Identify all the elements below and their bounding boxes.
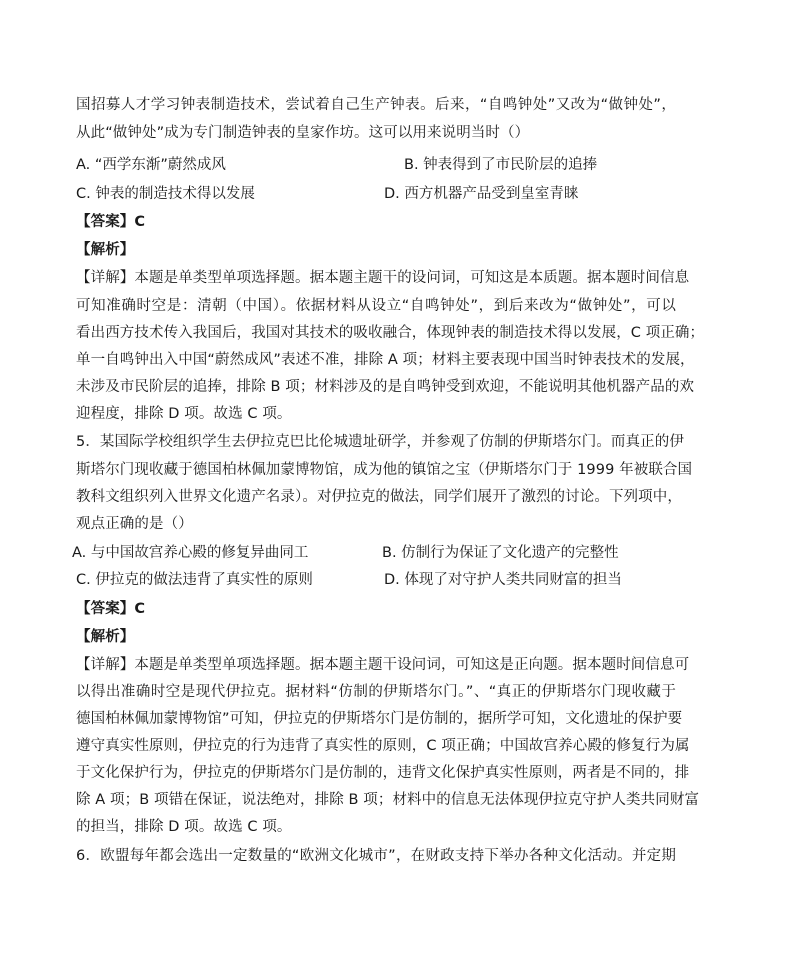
q4-detail-line-3: 看出西方技术传入我国后，我国对其技术的吸收融合，体现钟表的制造技术得以发展，C 项正确； — [76, 325, 705, 341]
q4-detail-line-5: 未涉及市民阶层的追捧，排除 B 项；材料涉及的是自鸣钟受到欢迎，不能说明其他机器产品的欢 — [76, 379, 695, 395]
q5-option-b: B. 仿制行为保证了文化遗产的完整性 — [382, 545, 619, 561]
q5-detail-line-3: 德国柏林佩加蒙博物馆”可知，伊拉克的伊斯塔尔门是仿制的，据所学可知，文化遗址的保护要 — [76, 711, 683, 727]
q5-option-d: D. 体现了对守护人类共同财富的担当 — [384, 572, 622, 588]
q5-stem-line-4: 观点正确的是（） — [76, 516, 193, 532]
q5-detail-line-1: 【详解】本题是单类型单项选择题。据本题主题干设问词，可知这是正向题。据本题时间信息可 — [76, 657, 690, 673]
q5-detail-line-5: 于文化保护行为，伊拉克的伊斯塔尔门是仿制的，违背文化保护真实性原则，两者是不同的，排 — [76, 765, 690, 781]
q4-option-b: B. 钟表得到了市民阶层的追捧 — [404, 157, 598, 173]
q5-option-c: C. 伊拉克的做法违背了真实性的原则 — [76, 572, 313, 588]
q5-stem-line-2: 斯塔尔门现收藏于德国柏林佩加蒙博物馆，成为他的镇馆之宝（伊斯塔尔门于 1999 年被联合国 — [76, 462, 693, 478]
q4-detail-line-2: 可知准确时空是：清朝（中国）。依据材料从设立“自鸣钟处”，到后来改为“做钟处”，可以 — [76, 298, 676, 314]
q5-analysis-label: 【解析】 — [76, 629, 135, 645]
q5-detail-line-7: 的担当，排除 D 项。故选 C 项。 — [76, 819, 292, 835]
q4-detail-line-4: 单一自鸣钟出入中国“蔚然成风”表述不准，排除 A 项；材料主要表现中国当时钟表技术的发展， — [76, 352, 695, 368]
q5-detail-line-4: 遵守真实性原则，伊拉克的行为违背了真实性的原则，C 项正确；中国故宫养心殿的修复行为属 — [76, 738, 690, 754]
q5-detail-line-6: 除 A 项；B 项错在保证，说法绝对，排除 B 项；材料中的信息无法体现伊拉克守护人类共同财富 — [76, 792, 700, 808]
q5-answer: 【答案】C — [76, 601, 146, 617]
q5-detail-line-2: 以得出准确时空是现代伊拉克。据材料“仿制的伊斯塔尔门。”、“真正的伊斯塔尔门现收藏于 — [76, 684, 676, 700]
q5-option-a: A. 与中国故宫养心殿的修复异曲同工 — [72, 545, 309, 561]
q4-option-c: C. 钟表的制造技术得以发展 — [76, 186, 255, 202]
q5-stem-line-1: 5．某国际学校组织学生去伊拉克巴比伦城遗址研学，并参观了仿制的伊斯塔尔门。而真正的伊 — [76, 434, 684, 450]
q4-stem-line-2: 从此“做钟处”成为专门制造钟表的皇家作坊。这可以用来说明当时（） — [76, 125, 530, 141]
q4-answer: 【答案】C — [76, 214, 146, 230]
q4-option-d: D. 西方机器产品受到皇室青睐 — [384, 186, 579, 202]
q4-stem-line-1: 国招募人才学习钟表制造技术，尝试着自己生产钟表。后来，“自鸣钟处”又改为“做钟处”， — [76, 97, 676, 113]
q4-option-a: A. “西学东渐”蔚然成风 — [76, 157, 226, 173]
q5-stem-line-3: 教科文组织列入世界文化遗产名录）。对伊拉克的做法，同学们展开了激烈的讨论。下列项中， — [76, 489, 682, 505]
q4-detail-line-1: 【详解】本题是单类型单项选择题。据本题主题干的设问词，可知这是本质题。据本题时间信息 — [76, 270, 690, 286]
q4-detail-line-6: 迎程度，排除 D 项。故选 C 项。 — [76, 406, 292, 422]
q4-analysis-label: 【解析】 — [76, 242, 135, 258]
q6-stem-line-1: 6．欧盟每年都会选出一定数量的“欧洲文化城市”，在财政支持下举办各种文化活动。并定期 — [76, 848, 676, 864]
